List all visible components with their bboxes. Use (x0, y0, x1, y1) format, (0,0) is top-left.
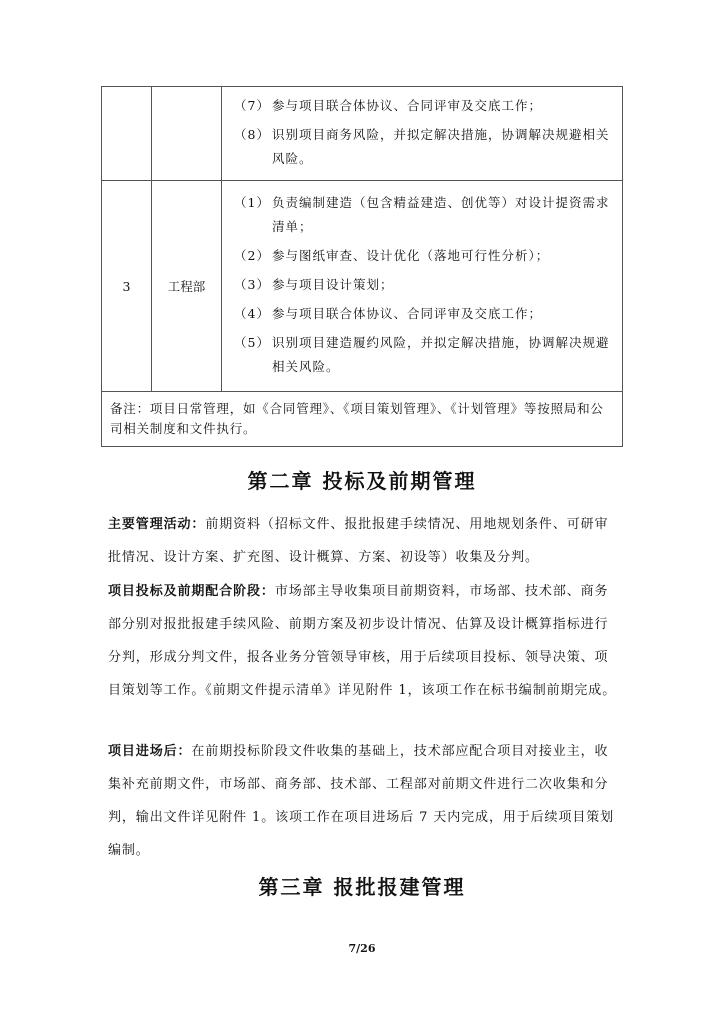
paragraph-text: 前期资料（招标文件、报批报建手续情况、用地规划条件、可研审批情况、设计方案、扩充图、设计概算、方案、初设等）收集及分判。 (108, 517, 609, 565)
item-text: 识别项目商务风险，并拟定解决措施，协调解决规避相关风险。 (272, 127, 610, 166)
table-row (102, 392, 623, 447)
number-cell: 3 (102, 181, 152, 392)
department-cell (152, 87, 222, 181)
number-cell (102, 87, 152, 181)
table-row (102, 181, 623, 392)
item-marker: （8） (234, 127, 270, 142)
duties-cell (222, 87, 623, 181)
item-text: 参与项目设计策划； (272, 277, 394, 292)
list-item (234, 94, 612, 118)
paragraph-label: 项目投标及前期配合阶段： (108, 584, 275, 599)
item-marker: （2） (234, 248, 270, 263)
list-item (234, 331, 612, 379)
department-cell: 工程部 (152, 181, 222, 392)
paragraph-label: 项目进场后： (108, 744, 192, 759)
item-marker: （4） (234, 306, 270, 321)
paragraph-text: 在前期投标阶段文件收集的基础上，技术部应配合项目对接业主，收集补充前期文件，市场部、商务部、技术部、工程部对前期文件进行二次收集和分判，输出文件详见附件 1。该项工作在项目进场后 7 天内完成，用于后续项目策划编制。 (108, 744, 615, 858)
paragraph-after-entry (108, 735, 618, 867)
list-item (234, 302, 612, 326)
page-number: 7/26 (348, 942, 376, 955)
table-note: 备注：项目日常管理，如《合同管理》、《项目策划管理》、《计划管理》等按照局和公司相关制度和文件执行。 (102, 392, 623, 447)
paragraph-bidding-stage (108, 575, 618, 707)
item-text: 参与图纸审查、设计优化（落地可行性分析）； (272, 248, 550, 263)
chapter-2-title: 第二章 投标及前期管理 (247, 469, 477, 493)
paragraph-main-activities (108, 508, 618, 574)
item-text: 参与项目联合体协议、合同评审及交底工作； (272, 98, 543, 113)
list-item (234, 273, 612, 297)
item-marker: （7） (234, 98, 270, 113)
chapter-3-title: 第三章 报批报建管理 (258, 875, 466, 899)
item-text: 负责编制建造（包含精益建造、创优等）对设计提资需求清单； (272, 195, 610, 234)
item-text: 参与项目联合体协议、合同评审及交底工作； (272, 306, 543, 321)
item-text: 识别项目建造履约风险，并拟定解决措施，协调解决规避相关风险。 (272, 335, 610, 374)
responsibility-table (101, 86, 623, 447)
paragraph-label: 主要管理活动： (108, 517, 206, 532)
item-marker: （5） (234, 335, 270, 350)
item-marker: （1） (234, 195, 270, 210)
item-marker: （3） (234, 277, 270, 292)
duties-cell (222, 181, 623, 392)
list-item (234, 191, 612, 239)
paragraph-text: 市场部主导收集项目前期资料，市场部、技术部、商务部分别对报批报建手续风险、前期方案及初步设计情况、估算及设计概算指标进行分判，形成分判文件，报各业务分管领导审核，用于后续项目投标、领导决策、项目策划等工作。《前期文件提示清单》详见附件 1，该项工作在标书编制前期完成。 (108, 584, 617, 698)
list-item (234, 244, 612, 268)
table-row (102, 87, 623, 181)
list-item (234, 123, 612, 171)
